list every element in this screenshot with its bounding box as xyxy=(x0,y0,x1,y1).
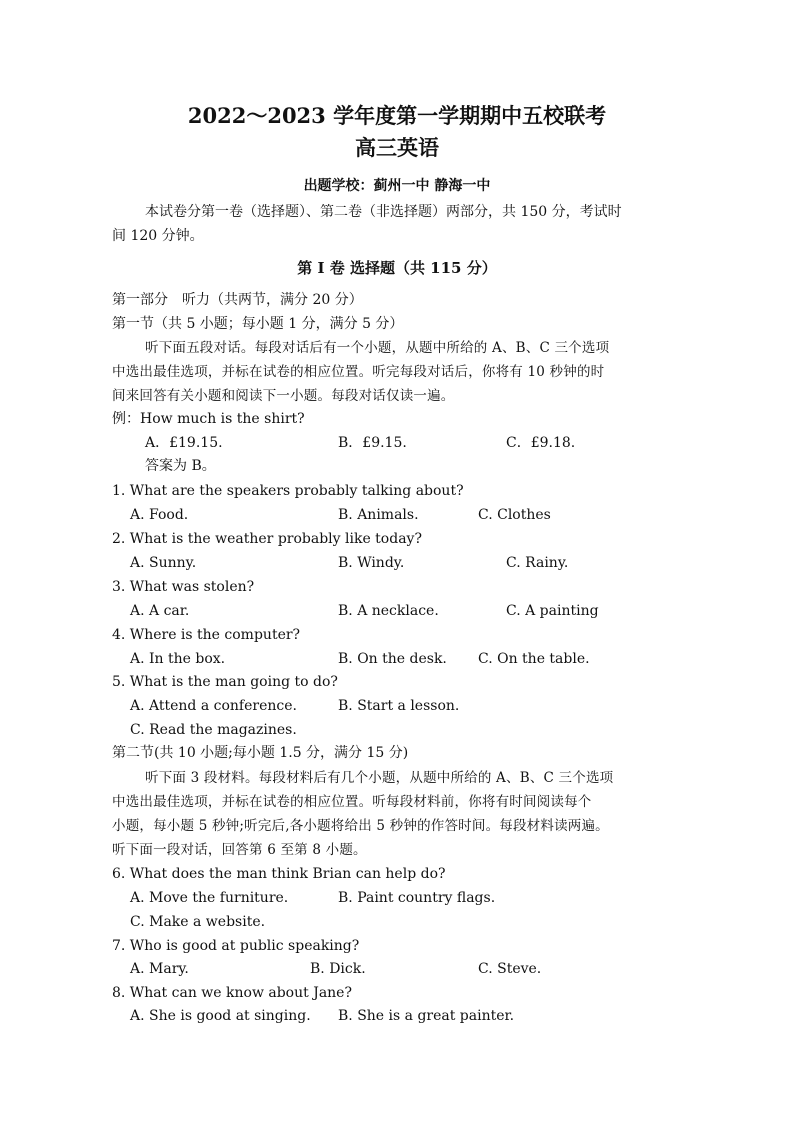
exam-title: 2022～2023 学年度第一学期期中五校联考 xyxy=(187,103,607,128)
q3-option-b: B. A necklace. xyxy=(338,603,439,619)
q1-option-b: B. Animals. xyxy=(338,507,419,523)
section1-instruction-1: 听下面五段对话。每段对话后有一个小题，从题中所给的 A、B、C 三个选项 xyxy=(145,340,610,356)
section1-instruction-2: 中选出最佳选项，并标在试卷的相应位置。听完每段对话后，你将有 10 秒钟的时 xyxy=(112,364,605,380)
section2-instruction-2: 中选出最佳选项，并标在试卷的相应位置。听每段材料前，你将有时间阅读每个 xyxy=(112,794,592,810)
q3-option-a: A. A car. xyxy=(130,603,190,619)
example-option-c: C．£9.18. xyxy=(506,435,576,451)
q4-option-b: B. On the desk. xyxy=(338,651,447,667)
q8-option-a: A. She is good at singing. xyxy=(130,1008,311,1024)
section1-heading: 第一节（共 5 小题；每小题 1 分，满分 5 分） xyxy=(112,316,404,332)
q7-option-b: B. Dick. xyxy=(310,961,366,977)
example-answer: 答案为 B。 xyxy=(145,458,216,474)
q2-option-c: C. Rainy. xyxy=(506,555,569,571)
q1-option-a: A. Food. xyxy=(130,507,189,523)
section2-instruction-1: 听下面 3 段材料。每段材料后有几个小题，从题中所给的 A、B、C 三个选项 xyxy=(145,770,614,786)
question-6: 6. What does the man think Brian can help do? xyxy=(112,866,446,882)
q8-option-b: B. She is a great painter. xyxy=(338,1008,515,1024)
question-8: 8. What can we know about Jane? xyxy=(112,985,352,1001)
q6-option-c: C. Make a website. xyxy=(130,914,266,930)
schools-line: 出题学校：蓟州一中 静海一中 xyxy=(303,178,491,194)
q6-option-b: B. Paint country flags. xyxy=(338,890,496,906)
section2-instruction-4: 听下面一段对话，回答第 6 至第 8 小题。 xyxy=(112,842,367,858)
example-option-b: B．£9.15. xyxy=(338,435,407,451)
question-1: 1. What are the speakers probably talking about? xyxy=(112,483,464,499)
question-7: 7. Who is good at public speaking? xyxy=(112,938,360,954)
q2-option-b: B. Windy. xyxy=(338,555,405,571)
section2-heading: 第二节(共 10 小题;每小题 1.5 分，满分 15 分) xyxy=(112,745,409,761)
q1-option-c: C. Clothes xyxy=(478,507,551,523)
intro-line-1: 本试卷分第一卷（选择题）、第二卷（非选择题）两部分，共 150 分，考试时 xyxy=(145,204,622,220)
intro-line-2: 间 120 分钟。 xyxy=(112,228,204,244)
q5-option-b: B. Start a lesson. xyxy=(338,698,460,714)
example-question: 例：How much is the shirt? xyxy=(112,411,305,427)
q5-option-a: A. Attend a conference. xyxy=(130,698,297,714)
question-3: 3. What was stolen? xyxy=(112,579,255,595)
q7-option-a: A. Mary. xyxy=(130,961,189,977)
q5-option-c: C. Read the magazines. xyxy=(130,722,297,738)
section1-instruction-3: 间来回答有关小题和阅读下一小题。每段对话仅读一遍。 xyxy=(112,388,455,404)
exam-subtitle: 高三英语 xyxy=(355,135,439,160)
question-2: 2. What is the weather probably like today? xyxy=(112,531,422,547)
q6-option-a: A. Move the furniture. xyxy=(130,890,289,906)
q2-option-a: A. Sunny. xyxy=(130,555,197,571)
volume-title: 第 I 卷 选择题（共 115 分） xyxy=(297,259,497,277)
question-4: 4. Where is the computer? xyxy=(112,627,301,643)
section2-instruction-3: 小题，每小题 5 秒钟;听完后,各小题将给出 5 秒钟的作答时间。每段材料读两遍。 xyxy=(112,818,609,834)
q4-option-a: A. In the box. xyxy=(130,651,226,667)
example-option-a: A．£19.15. xyxy=(145,435,223,451)
part1-heading: 第一部分 听力（共两节，满分 20 分） xyxy=(112,292,363,308)
q7-option-c: C. Steve. xyxy=(478,961,542,977)
q4-option-c: C. On the table. xyxy=(478,651,590,667)
q3-option-c: C. A painting xyxy=(506,603,599,619)
question-5: 5. What is the man going to do? xyxy=(112,674,338,690)
